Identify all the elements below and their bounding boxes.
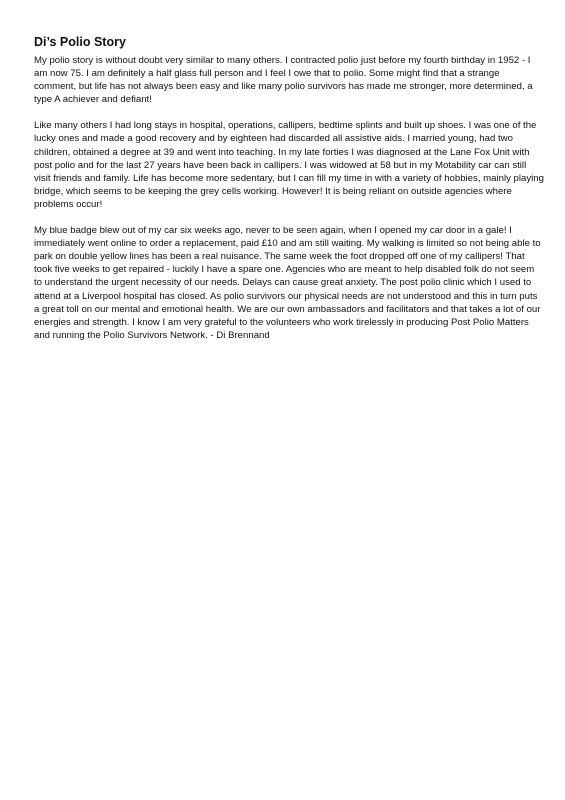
paragraph-1: My polio story is without doubt very similar to many others. I contracted polio just before my fourth birthday in 1952 - I am now 75. I am definitely a half glass full person and I feel I owe that to polio. Some might find that a strange comment, but life has not always been easy and like many polio survivors has made me stronger, more determined, a type A achiever and defiant! [34,55,533,106]
document-title: Di’s Polio Story [34,35,126,49]
document-body [34,34,544,355]
paragraph-3: My blue badge blew out of my car six weeks ago, never to be seen again, when I opened my car door in a gale! I immediately went online to order a replacement, paid £10 and am still waiting. My walking is limited so not being able to park on double yellow lines has been a real nuisance. The same week the foot dropped off one of my callipers! That took five weeks to get repaired - luckily I have a spare one. Agencies who are meant to help disabled folk do not seem to understand the urgent necessity of our needs. Delays can cause great anxiety. The post polio clinic which I used to attend at a Liverpool hospital has closed. As polio survivors our physical needs are not understood and this in turn puts a great toll on our mental and emotional health. We are our own ambassadors and facilitators and that takes a lot of our energies and strength. I know I am very grateful to the volunteers who work tirelessly in producing Post Polio Matters and running the Polio Survivors Network. - Di Brennand [34,225,541,341]
paragraph-2: Like many others I had long stays in hospital, operations, callipers, bedtime splints and built up shoes. I was one of the lucky ones and made a good recovery and by eighteen had discarded all assistive aids. I married young, had two children, obtained a degree at 39 and went into teaching. In my late forties I was diagnosed at the Lane Fox Unit with post polio and for the last 27 years have been back in callipers. I was widowed at 58 but in my Motability car can still visit friends and family. Life has become more sedentary, but I can fill my time in with a variety of hobbies, mainly playing bridge, which seems to be keeping the grey cells working. However! It is being reliant on outside agencies where problems occur! [34,120,544,210]
